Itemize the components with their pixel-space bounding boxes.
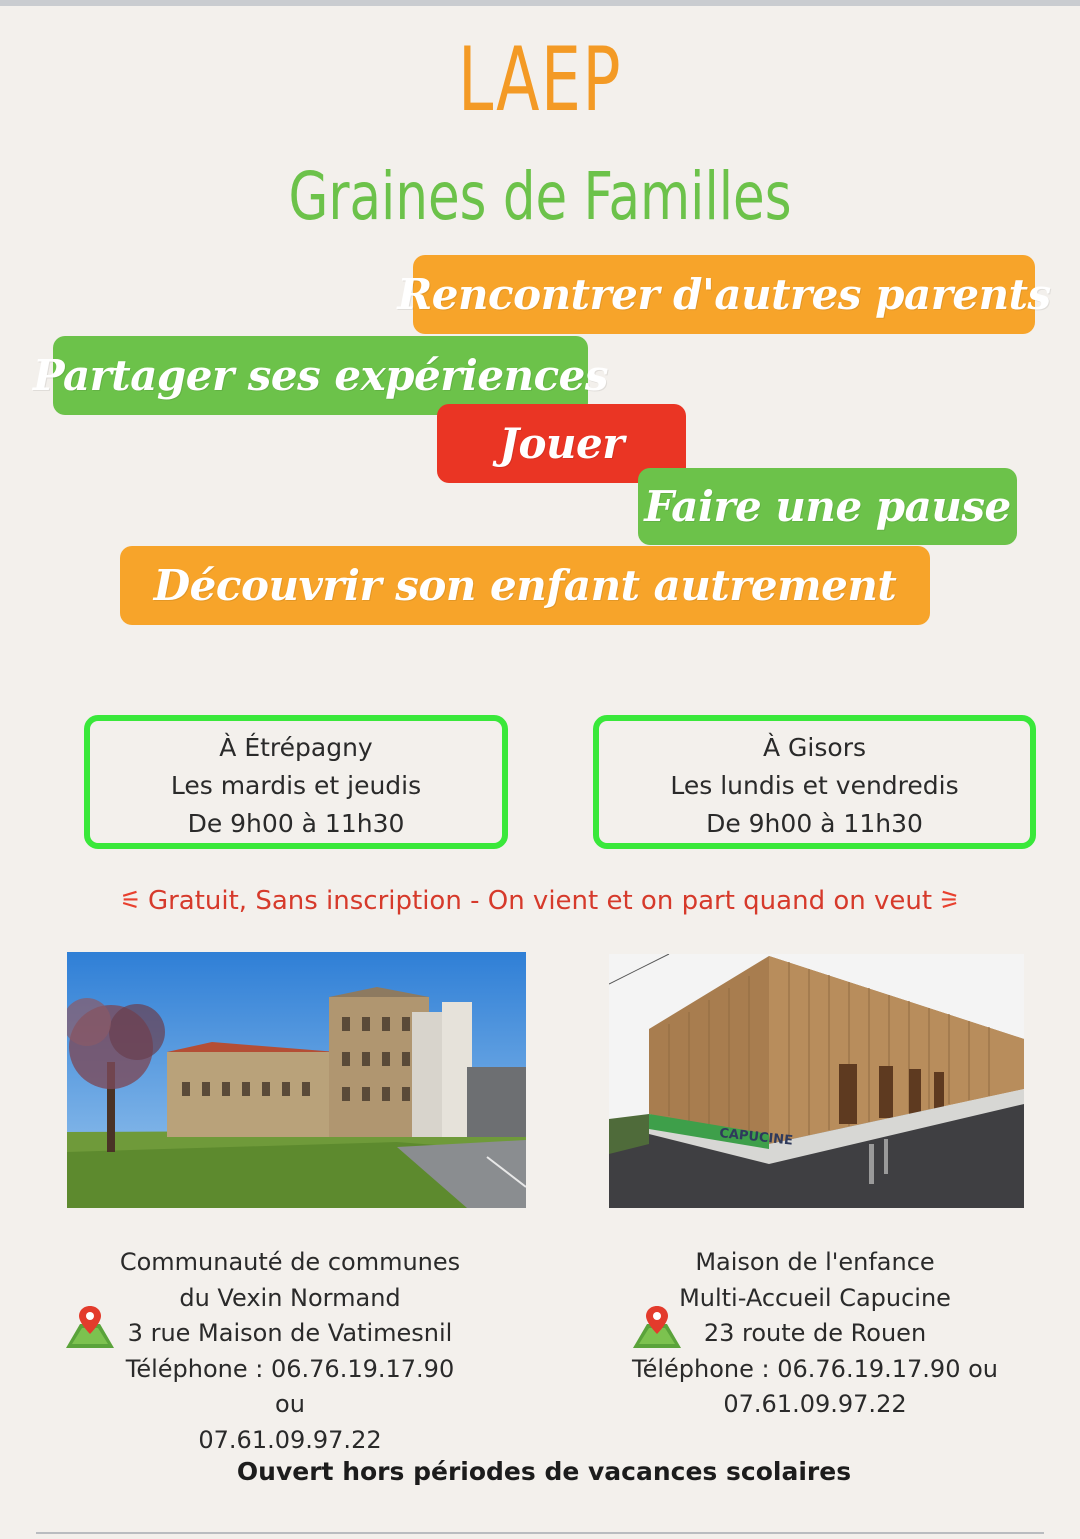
activity-banner-take-break: Faire une pause xyxy=(638,468,1017,545)
page-title: LAEP xyxy=(457,28,623,131)
phone-line: 07.61.09.97.22 xyxy=(723,1390,907,1418)
address-line: 23 route de Rouen xyxy=(703,1319,927,1347)
phone-line: Téléphone : 06.76.19.17.90 ou xyxy=(632,1354,998,1383)
address-etrepagny xyxy=(110,1245,470,1458)
schedule-days: Les lundis et vendredis xyxy=(670,771,959,800)
burst-right-icon: ⚞ xyxy=(939,886,961,916)
schedule-hours: De 9h00 à 11h30 xyxy=(706,809,923,838)
activity-banner-discover-child: Découvrir son enfant autrement xyxy=(120,546,930,625)
top-divider xyxy=(0,0,1080,6)
address-line: Maison de l'enfance xyxy=(695,1248,935,1276)
address-line: Communauté de communes xyxy=(119,1248,461,1276)
schedule-days: Les mardis et jeudis xyxy=(170,771,422,800)
schedule-place: À Étrépagny xyxy=(219,733,373,762)
schedule-box-gisors xyxy=(593,715,1036,849)
phone-line: 07.61.09.97.22 xyxy=(198,1425,382,1454)
activity-banner-share-experiences: Partager ses expériences xyxy=(53,336,588,415)
address-line: du Vexin Normand xyxy=(179,1283,401,1312)
notice-text: Gratuit, Sans inscription - On vient et on part quand on veut xyxy=(147,886,933,916)
activity-banner-play: Jouer xyxy=(437,404,686,483)
opening-notice: Ouvert hors périodes de vacances scolaires xyxy=(236,1457,852,1486)
address-line: 3 rue Maison de Vatimesnil xyxy=(127,1319,453,1347)
bottom-divider xyxy=(36,1532,1044,1534)
address-gisors xyxy=(632,1245,998,1423)
burst-left-icon: ⚟ xyxy=(119,886,141,916)
activity-banner-meet-parents: Rencontrer d'autres parents xyxy=(413,255,1035,334)
schedule-hours: De 9h00 à 11h30 xyxy=(187,809,405,838)
gisors-building-photo xyxy=(609,954,1024,1208)
free-entry-notice xyxy=(0,886,1080,916)
address-line: Multi-Accueil Capucine xyxy=(679,1283,951,1312)
map-pin-icon xyxy=(66,1304,114,1350)
schedule-place: À Gisors xyxy=(763,733,866,762)
schedule-box-etrepagny xyxy=(84,715,508,849)
etrepagny-building-photo xyxy=(67,952,526,1208)
capucine-sign: CAPUCINE xyxy=(718,1126,794,1149)
phone-line: Téléphone : 06.76.19.17.90 ou xyxy=(125,1354,455,1418)
page-subtitle: Graines de Familles xyxy=(288,158,792,235)
